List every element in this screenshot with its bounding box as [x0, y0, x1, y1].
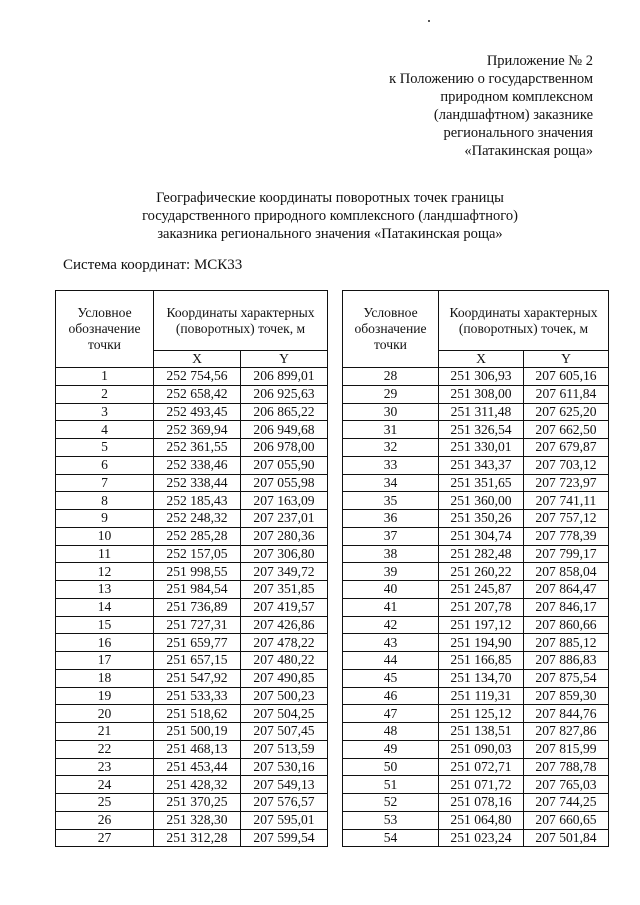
- appendix-note: [293, 52, 593, 160]
- coord-y: 207 757,12: [524, 510, 609, 528]
- coord-y: 207 662,50: [524, 421, 609, 439]
- table-row: [343, 456, 609, 474]
- table-row: [56, 740, 328, 758]
- table-row: [56, 616, 328, 634]
- point-number: 16: [56, 634, 154, 652]
- table-row: [343, 794, 609, 812]
- coord-y: 207 599,54: [241, 829, 328, 847]
- point-number: 46: [343, 687, 439, 705]
- header-x: X: [439, 351, 524, 368]
- table-row: [343, 563, 609, 581]
- coord-x: 251 350,26: [439, 510, 524, 528]
- coord-x: 251 547,92: [154, 669, 241, 687]
- table-row: [343, 652, 609, 670]
- table-row: [343, 598, 609, 616]
- coord-x: 252 493,45: [154, 403, 241, 421]
- coord-y: 207 419,57: [241, 598, 328, 616]
- point-number: 50: [343, 758, 439, 776]
- table-row: [56, 581, 328, 599]
- header-coords: Координаты характерных (поворотных) точек, м: [439, 291, 609, 351]
- coord-x: 251 282,48: [439, 545, 524, 563]
- coord-x: 251 343,37: [439, 456, 524, 474]
- coord-y: 207 815,99: [524, 740, 609, 758]
- coord-y: 207 504,25: [241, 705, 328, 723]
- point-number: 15: [56, 616, 154, 634]
- coord-y: 207 605,16: [524, 368, 609, 386]
- coord-y: 207 778,39: [524, 527, 609, 545]
- table-row: [343, 421, 609, 439]
- coord-y: 207 788,78: [524, 758, 609, 776]
- table-row: [56, 652, 328, 670]
- header-point: Условное обозначение точки: [343, 291, 439, 368]
- title-line: Географические координаты поворотных точек границы: [156, 190, 504, 206]
- point-number: 31: [343, 421, 439, 439]
- table-row: [56, 403, 328, 421]
- coord-x: 252 248,32: [154, 510, 241, 528]
- coord-y: 207 744,25: [524, 794, 609, 812]
- coord-x: 251 138,51: [439, 723, 524, 741]
- point-number: 48: [343, 723, 439, 741]
- point-number: 5: [56, 439, 154, 457]
- coord-y: 207 886,83: [524, 652, 609, 670]
- coord-x: 252 658,42: [154, 385, 241, 403]
- coord-x: 252 338,44: [154, 474, 241, 492]
- point-number: 10: [56, 527, 154, 545]
- coord-x: 251 245,87: [439, 581, 524, 599]
- point-number: 36: [343, 510, 439, 528]
- header-y: Y: [524, 351, 609, 368]
- header-y: Y: [241, 351, 328, 368]
- table-row: [343, 368, 609, 386]
- coord-x: 252 754,56: [154, 368, 241, 386]
- point-number: 18: [56, 669, 154, 687]
- table-row: [343, 545, 609, 563]
- coord-x: 251 134,70: [439, 669, 524, 687]
- coord-x: 251 727,31: [154, 616, 241, 634]
- table-row: [343, 811, 609, 829]
- coord-y: 207 349,72: [241, 563, 328, 581]
- coord-x: 251 071,72: [439, 776, 524, 794]
- coord-x: 251 984,54: [154, 581, 241, 599]
- table-row: [343, 527, 609, 545]
- header-x: X: [154, 351, 241, 368]
- coord-y: 206 925,63: [241, 385, 328, 403]
- coord-y: 206 865,22: [241, 403, 328, 421]
- table-row: [56, 811, 328, 829]
- table-row: [56, 492, 328, 510]
- table-row: [343, 705, 609, 723]
- table-row: [343, 634, 609, 652]
- coord-x: 252 338,46: [154, 456, 241, 474]
- coord-y: 207 858,04: [524, 563, 609, 581]
- coord-x: 251 998,55: [154, 563, 241, 581]
- appendix-line: природном комплексном: [440, 89, 593, 105]
- point-number: 53: [343, 811, 439, 829]
- coord-x: 251 311,48: [439, 403, 524, 421]
- coord-y: 207 478,22: [241, 634, 328, 652]
- point-number: 27: [56, 829, 154, 847]
- point-number: 19: [56, 687, 154, 705]
- coord-y: 207 500,23: [241, 687, 328, 705]
- point-number: 9: [56, 510, 154, 528]
- coord-y: 207 055,90: [241, 456, 328, 474]
- table-row: [56, 776, 328, 794]
- point-number: 4: [56, 421, 154, 439]
- coord-x: 251 166,85: [439, 652, 524, 670]
- table-row: [56, 385, 328, 403]
- point-number: 17: [56, 652, 154, 670]
- coord-x: 251 304,74: [439, 527, 524, 545]
- coord-y: 207 875,54: [524, 669, 609, 687]
- point-number: 6: [56, 456, 154, 474]
- coord-y: 207 741,11: [524, 492, 609, 510]
- coord-x: 251 328,30: [154, 811, 241, 829]
- table-row: [56, 368, 328, 386]
- table-row: [343, 385, 609, 403]
- coordinate-system-label: Система координат: МСК33: [63, 257, 243, 273]
- table-row: [56, 439, 328, 457]
- table-row: [56, 474, 328, 492]
- coord-y: 207 844,76: [524, 705, 609, 723]
- coord-x: 251 197,12: [439, 616, 524, 634]
- table-row: [343, 829, 609, 847]
- point-number: 1: [56, 368, 154, 386]
- point-number: 37: [343, 527, 439, 545]
- coord-y: 207 490,85: [241, 669, 328, 687]
- point-number: 39: [343, 563, 439, 581]
- table-row: [56, 598, 328, 616]
- coordinates-table-right: [342, 290, 609, 847]
- point-number: 35: [343, 492, 439, 510]
- table-row: [56, 510, 328, 528]
- coord-y: 207 660,65: [524, 811, 609, 829]
- point-number: 47: [343, 705, 439, 723]
- coord-y: 207 864,47: [524, 581, 609, 599]
- table-row: [343, 510, 609, 528]
- point-number: 54: [343, 829, 439, 847]
- coord-x: 251 194,90: [439, 634, 524, 652]
- table-row: [343, 740, 609, 758]
- point-number: 29: [343, 385, 439, 403]
- coord-x: 251 078,16: [439, 794, 524, 812]
- point-number: 25: [56, 794, 154, 812]
- table-row: [343, 669, 609, 687]
- coord-x: 251 306,93: [439, 368, 524, 386]
- title-line: государственного природного комплексного (ландшафтного): [142, 208, 518, 224]
- appendix-line: (ландшафтном) заказнике: [433, 107, 593, 123]
- point-number: 23: [56, 758, 154, 776]
- coord-y: 207 237,01: [241, 510, 328, 528]
- table-row: [56, 545, 328, 563]
- table-row: [343, 723, 609, 741]
- table-row: [343, 439, 609, 457]
- table-row: [343, 687, 609, 705]
- table-row: [343, 492, 609, 510]
- coord-y: 207 163,09: [241, 492, 328, 510]
- coord-y: 207 306,80: [241, 545, 328, 563]
- coord-y: 207 846,17: [524, 598, 609, 616]
- table-row: [343, 616, 609, 634]
- point-number: 20: [56, 705, 154, 723]
- header-point: Условное обозначение точки: [56, 291, 154, 368]
- point-number: 26: [56, 811, 154, 829]
- table-row: [343, 581, 609, 599]
- coord-y: 207 595,01: [241, 811, 328, 829]
- coord-y: 207 827,86: [524, 723, 609, 741]
- document-title: [40, 189, 620, 243]
- coord-x: 251 125,12: [439, 705, 524, 723]
- coord-x: 252 369,94: [154, 421, 241, 439]
- point-number: 11: [56, 545, 154, 563]
- coord-x: 251 312,28: [154, 829, 241, 847]
- coord-y: 207 765,03: [524, 776, 609, 794]
- coord-x: 252 285,28: [154, 527, 241, 545]
- coord-y: 206 899,01: [241, 368, 328, 386]
- coord-x: 251 468,13: [154, 740, 241, 758]
- point-number: 52: [343, 794, 439, 812]
- coord-y: 207 859,30: [524, 687, 609, 705]
- coord-x: 251 308,00: [439, 385, 524, 403]
- point-number: 14: [56, 598, 154, 616]
- appendix-line: к Положению о государственном: [389, 71, 593, 87]
- table-row: [343, 474, 609, 492]
- appendix-line: «Патакинская роща»: [464, 143, 593, 159]
- coord-y: 207 799,17: [524, 545, 609, 563]
- table-row: [343, 403, 609, 421]
- point-number: 41: [343, 598, 439, 616]
- coord-y: 207 280,36: [241, 527, 328, 545]
- coord-x: 251 533,33: [154, 687, 241, 705]
- coord-x: 251 326,54: [439, 421, 524, 439]
- point-number: 33: [343, 456, 439, 474]
- point-number: 28: [343, 368, 439, 386]
- coord-y: 206 978,00: [241, 439, 328, 457]
- table-row: [56, 527, 328, 545]
- point-number: 38: [343, 545, 439, 563]
- table-row: [56, 758, 328, 776]
- appendix-line: регионального значения: [443, 125, 593, 141]
- coord-x: 251 072,71: [439, 758, 524, 776]
- coord-y: 207 625,20: [524, 403, 609, 421]
- coord-x: 251 360,00: [439, 492, 524, 510]
- appendix-line: Приложение № 2: [486, 53, 593, 69]
- table-row: [56, 634, 328, 652]
- coord-y: 207 507,45: [241, 723, 328, 741]
- point-number: 3: [56, 403, 154, 421]
- coord-x: 251 023,24: [439, 829, 524, 847]
- table-row: [56, 421, 328, 439]
- coord-x: 251 500,19: [154, 723, 241, 741]
- title-line: заказника регионального значения «Патакинская роща»: [157, 226, 503, 242]
- table-row: [56, 794, 328, 812]
- point-number: 34: [343, 474, 439, 492]
- coord-x: 251 453,44: [154, 758, 241, 776]
- coord-x: 251 090,03: [439, 740, 524, 758]
- table-row: [56, 705, 328, 723]
- coord-x: 251 518,62: [154, 705, 241, 723]
- coord-y: 207 549,13: [241, 776, 328, 794]
- coord-y: 207 501,84: [524, 829, 609, 847]
- coord-y: 207 860,66: [524, 616, 609, 634]
- point-number: 40: [343, 581, 439, 599]
- coord-x: 252 185,43: [154, 492, 241, 510]
- point-number: 51: [343, 776, 439, 794]
- table-row: [56, 829, 328, 847]
- coord-x: 251 064,80: [439, 811, 524, 829]
- coord-x: 252 157,05: [154, 545, 241, 563]
- coord-x: 251 351,65: [439, 474, 524, 492]
- point-number: 24: [56, 776, 154, 794]
- table-row: [343, 776, 609, 794]
- coord-x: 251 207,78: [439, 598, 524, 616]
- coord-x: 251 370,25: [154, 794, 241, 812]
- header-coords: Координаты характерных (поворотных) точек, м: [154, 291, 328, 351]
- table-row: [56, 669, 328, 687]
- coord-y: 207 703,12: [524, 456, 609, 474]
- coord-y: 207 513,59: [241, 740, 328, 758]
- coord-x: 251 659,77: [154, 634, 241, 652]
- table-row: [56, 563, 328, 581]
- coordinates-table-left: [55, 290, 328, 847]
- table-row: [56, 687, 328, 705]
- point-number: 13: [56, 581, 154, 599]
- point-number: 49: [343, 740, 439, 758]
- table-row: [56, 456, 328, 474]
- coord-x: 251 119,31: [439, 687, 524, 705]
- point-number: 42: [343, 616, 439, 634]
- point-number: 43: [343, 634, 439, 652]
- coord-x: 252 361,55: [154, 439, 241, 457]
- coord-x: 251 736,89: [154, 598, 241, 616]
- coord-x: 251 657,15: [154, 652, 241, 670]
- coord-y: 207 885,12: [524, 634, 609, 652]
- scan-speck: [428, 20, 430, 22]
- coord-y: 207 530,16: [241, 758, 328, 776]
- coord-y: 207 480,22: [241, 652, 328, 670]
- coord-y: 207 611,84: [524, 385, 609, 403]
- coord-y: 207 576,57: [241, 794, 328, 812]
- coord-y: 207 426,86: [241, 616, 328, 634]
- point-number: 44: [343, 652, 439, 670]
- point-number: 12: [56, 563, 154, 581]
- point-number: 8: [56, 492, 154, 510]
- point-number: 32: [343, 439, 439, 457]
- coord-x: 251 428,32: [154, 776, 241, 794]
- point-number: 30: [343, 403, 439, 421]
- point-number: 21: [56, 723, 154, 741]
- point-number: 2: [56, 385, 154, 403]
- coord-y: 207 055,98: [241, 474, 328, 492]
- point-number: 22: [56, 740, 154, 758]
- coord-x: 251 260,22: [439, 563, 524, 581]
- coord-x: 251 330,01: [439, 439, 524, 457]
- coord-y: 207 723,97: [524, 474, 609, 492]
- point-number: 7: [56, 474, 154, 492]
- point-number: 45: [343, 669, 439, 687]
- table-row: [56, 723, 328, 741]
- coord-y: 207 679,87: [524, 439, 609, 457]
- coord-y: 207 351,85: [241, 581, 328, 599]
- coord-y: 206 949,68: [241, 421, 328, 439]
- table-row: [343, 758, 609, 776]
